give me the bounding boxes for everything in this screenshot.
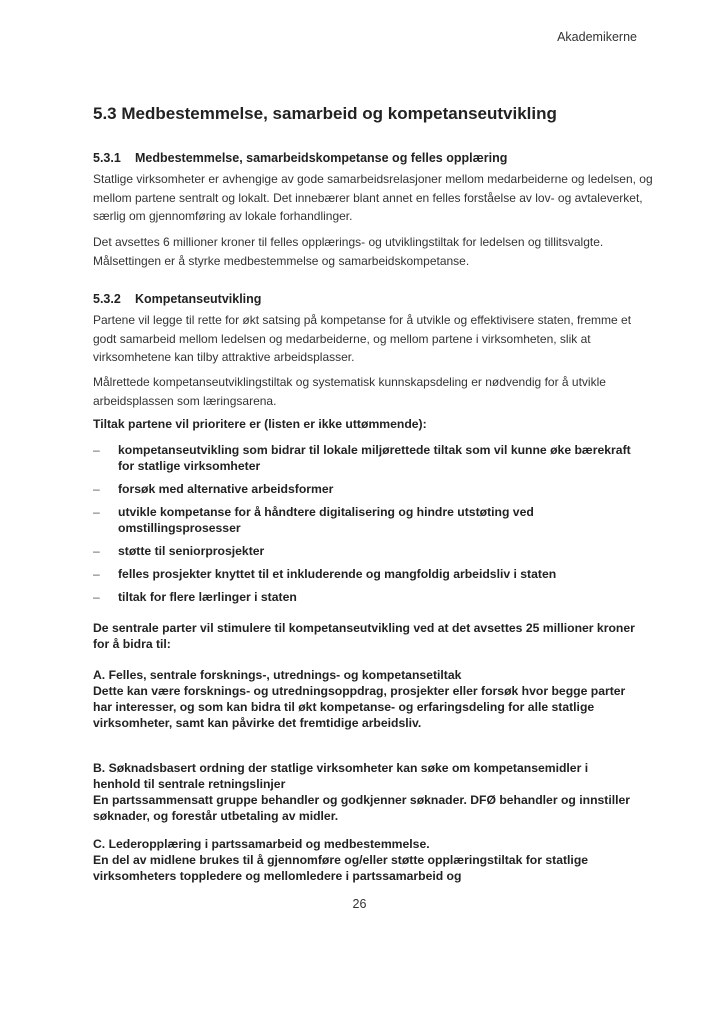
list-item: – støtte til seniorprosjekter xyxy=(93,544,265,558)
section-title: 5.3 Medbestemmelse, samarbeid og kompetanseutvikling xyxy=(93,104,557,123)
subsection-title: Kompetanseutvikling xyxy=(135,292,262,306)
subsection-heading-5-3-1 xyxy=(93,151,507,165)
item-a xyxy=(93,667,638,731)
item-a-title: A. Felles, sentrale forsknings-, utrednings- og kompetansetiltak xyxy=(93,668,462,682)
subsection-number: 5.3.1 xyxy=(93,151,121,165)
item-b-text: En partssammensatt gruppe behandler og godkjenner søknader. DFØ behandler og innstiller søknader, og forestår utbetaling av midler. xyxy=(93,793,631,823)
paragraph: Det avsettes 6 millioner kroner til felles opplærings- og utviklingstiltak for ledelsen og tillitsvalgte. Målsettingen er å styrke medbestemmelse og samarbeidskompetanse. xyxy=(93,235,604,268)
item-c-title: C. Lederopplæring i partssamarbeid og medbestemmelse. xyxy=(93,837,430,851)
dash-bullet: – xyxy=(93,505,100,519)
subsection-number: 5.3.2 xyxy=(93,292,121,306)
dash-bullet: – xyxy=(93,567,100,581)
page-number: 26 xyxy=(352,897,367,911)
paragraph: Målrettede kompetanseutviklingstiltak og systematisk kunnskapsdeling er nødvendig for å utvikle arbeidsplassen som læringsarena. xyxy=(93,375,606,408)
item-b xyxy=(93,760,638,824)
dash-bullet: – xyxy=(93,544,100,558)
stimulate-paragraph: De sentrale parter vil stimulere til kompetanseutvikling ved at det avsettes 25 millioner kroner for å bidra til: xyxy=(93,621,635,651)
list-item: – utvikle kompetanse for å håndtere digitalisering og hindre utstøting ved omstillingsprosesser xyxy=(93,505,534,535)
subsection-heading-5-3-2 xyxy=(93,292,261,306)
subsection-title: Medbestemmelse, samarbeidskompetanse og felles opplæring xyxy=(135,151,508,165)
paragraph: Statlige virksomheter er avhengige av gode samarbeidsrelasjoner mellom medarbeiderne og ledelsen, og mellom partene sentralt og lokalt. Det innebærer blant annet en felles forståelse av lov- og avtaleverket, særlig om gjennomføring av lokale forhandlinger. xyxy=(93,172,653,223)
item-a-text: Dette kan være forsknings- og utredningsoppdrag, prosjekter eller forsøk hvor begge parter har interesser, og som kan bidra til økt kompetanse- og erfaringsdeling for alle statlige virksomheter, samt kan påvirke det fremtidige arbeidsliv. xyxy=(93,684,626,730)
dash-bullet: – xyxy=(93,590,100,604)
list-item: – kompetanseutvikling som bidrar til lokale miljørettede tiltak som vil kunne øke bærekraft for statlige virksomheter xyxy=(93,443,631,473)
priorities-list xyxy=(93,442,638,612)
list-item: – felles prosjekter knyttet til et inkluderende og mangfoldig arbeidsliv i staten xyxy=(93,567,557,581)
item-c-text: En del av midlene brukes til å gjennomføre og/eller støtte opplæringstiltak for statlige virksomheters toppledere og mellomledere i partssamarbeid og xyxy=(93,853,589,883)
priorities-intro: Tiltak partene vil prioritere er (listen er ikke uttømmende): xyxy=(93,417,427,431)
list-item: – tiltak for flere lærlinger i staten xyxy=(93,590,297,604)
item-c xyxy=(93,836,638,884)
paragraph: Partene vil legge til rette for økt satsing på kompetanse for å utvikle og effektivisere staten, fremme et godt samarbeid mellom ledelsen og medarbeiderne, og mellom partene i virksomheten, slik at virksomhetene kan tilby attraktive arbeidsplasser. xyxy=(93,313,632,364)
dash-bullet: – xyxy=(93,443,100,457)
item-b-title: B. Søknadsbasert ordning der statlige virksomheter kan søke om kompetansemidler i henhold til sentrale retningslinjer xyxy=(93,761,589,791)
list-item: – forsøk med alternative arbeidsformer xyxy=(93,482,334,496)
header-organization: Akademikerne xyxy=(557,30,637,44)
dash-bullet: – xyxy=(93,482,100,496)
